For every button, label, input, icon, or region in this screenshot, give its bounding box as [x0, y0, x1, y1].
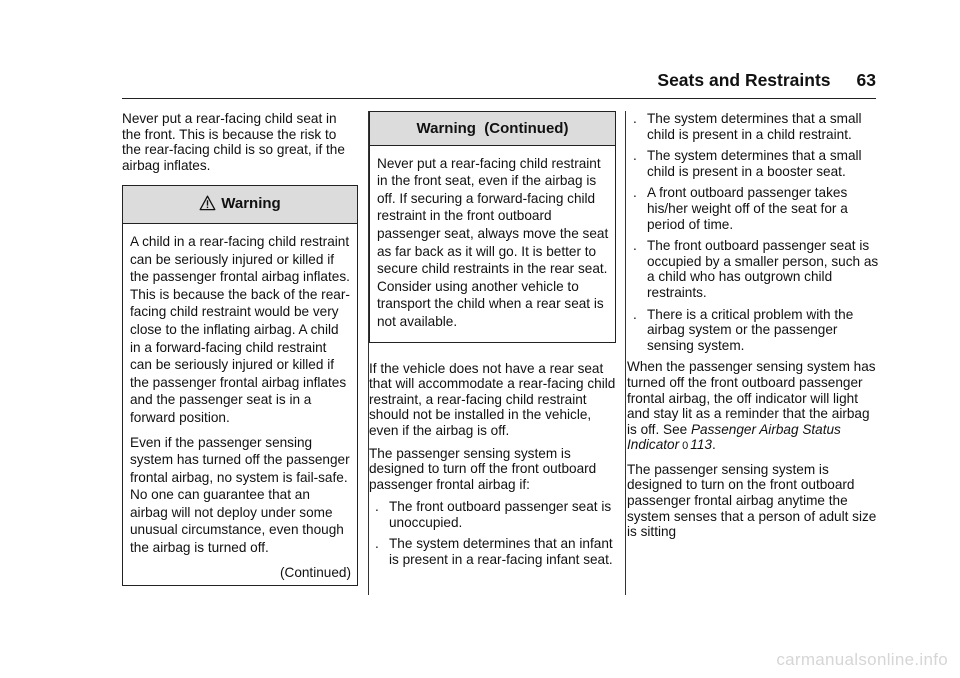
list-item: [627, 148, 879, 179]
paragraph-text: When the passenger sensing system has turned off the front outboard passenger frontal airbag, the off indicator will light and stay lit as a reminder that the airbag is off. See: [627, 359, 876, 437]
bullet-marker: .: [633, 185, 637, 201]
continued-label: (Continued): [279, 564, 351, 580]
body-paragraph: If the vehicle does not have a rear seat that will accommodate a rear-facing child restraint, a rear-facing child restraint should not be installed in the vehicle, even if the airbag is off.: [369, 360, 616, 438]
section-title: Seats and Restraints: [657, 70, 831, 90]
warning-paragraph: Even if the passenger sensing system has turned off the passenger frontal airbag, no system is fail-safe. No one can guarantee that an airbag will not deploy under some unusual circumstance, even though the airbag is turned off.: [130, 434, 350, 556]
list-item: [627, 307, 879, 354]
header-rule: [122, 98, 876, 99]
page-header: [122, 70, 876, 91]
list-item: [627, 111, 879, 142]
list-item: [369, 536, 616, 567]
list-item-text: The front outboard passenger seat is occupied by a smaller person, such as a child who has outgrown child restraints.: [647, 238, 879, 300]
list-item-text: The system determines that an infant is present in a rear-facing infant seat.: [389, 536, 613, 568]
body-paragraph: The passenger sensing system is designed to turn on the front outboard passenger frontal airbag anytime the system senses that a person of adult size is sitting: [627, 461, 877, 540]
bullet-marker: .: [633, 306, 637, 322]
page-reference-arrow-icon: 0: [682, 440, 689, 453]
warning-continued-header: Warning (Continued): [370, 112, 615, 146]
intro-paragraph: Never put a rear-facing child seat in the front. This is because the risk to the rear-facing child is so great, if the airbag inflates.: [122, 111, 345, 173]
watermark: carmanualsonline.info: [776, 650, 948, 669]
bullet-marker: .: [633, 111, 637, 126]
bullet-marker: .: [375, 499, 379, 515]
cross-reference-page[interactable]: 113: [690, 437, 712, 453]
list-item-text: The front outboard passenger seat is unoccupied.: [389, 499, 612, 530]
bullet-marker: .: [633, 148, 637, 164]
column-2: [369, 111, 616, 574]
page-number: 63: [856, 70, 876, 90]
column-1: [122, 111, 358, 586]
warning-title: Warning: [221, 195, 281, 213]
sentence-end: .: [711, 437, 716, 453]
body-paragraph: The passenger sensing system is designed to turn off the front outboard passenger frontal airbag if:: [369, 445, 597, 492]
column-divider: [625, 111, 626, 595]
cross-reference-link[interactable]: Passenger Airbag Status Indicator: [627, 421, 841, 453]
warning-continued-box: [369, 111, 616, 343]
warning-header: [123, 186, 357, 224]
column-3: [627, 111, 879, 547]
bullet-marker: .: [633, 238, 637, 254]
warning-box: [122, 185, 358, 586]
list-item-text: The system determines that a small child is present in a booster seat.: [647, 148, 862, 179]
warning-paragraph: A child in a rear-facing child restraint can be seriously injured or killed if the passenger frontal airbag inflates. This is because the back of the rear-facing child restraint would be very close to the inflating airbag. A child in a forward-facing child restraint can be seriously injured or killed if the passenger frontal airbag inflates and the passenger seat is in a forward position.: [130, 233, 350, 425]
body-paragraph: [627, 359, 879, 455]
warning-triangle-icon: [199, 195, 216, 215]
list-item: [627, 185, 879, 232]
list-item-text: The system determines that a small child is present in a child restraint.: [647, 111, 862, 142]
list-item-text: A front outboard passenger takes his/her weight off of the seat for a period of time.: [647, 185, 848, 232]
warning-paragraph: Never put a rear-facing child restraint in the front seat, even if the airbag is off. If securing a forward-facing child restraint in the front outboard passenger seat, always move the seat as far back as it will go. It is better to secure child restraints in the rear seat. Consider using another vehicle to transport the child when a rear seat is not available.: [377, 155, 609, 329]
list-item: [369, 499, 616, 530]
list-item: [627, 238, 879, 300]
bullet-marker: .: [375, 536, 379, 552]
list-item-text: There is a critical problem with the airbag system or the passenger sensing system.: [647, 306, 854, 353]
